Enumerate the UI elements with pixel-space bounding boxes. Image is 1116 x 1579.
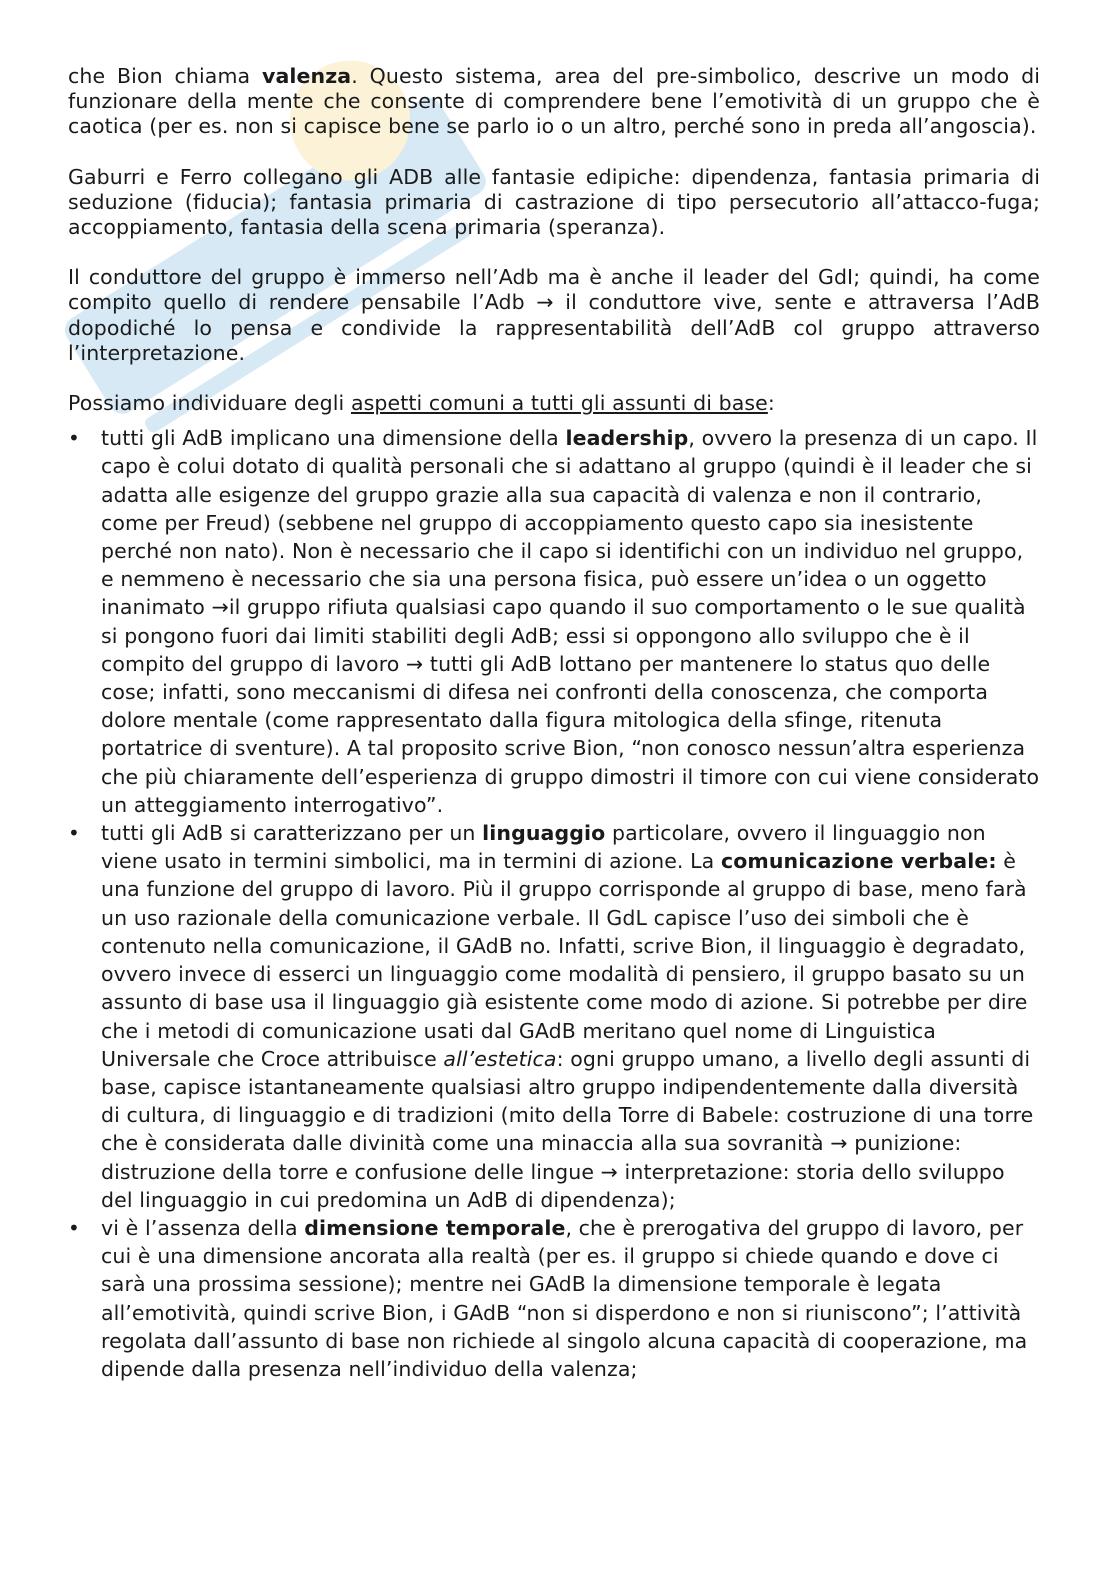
term-comunicazione-verbale: comunicazione verbale:: [720, 849, 997, 874]
document-page: [68, 64, 1040, 1383]
bullet-leadership: [68, 424, 1040, 819]
assunti-bullet-list: [68, 424, 1040, 1383]
paragraph-aspetti-comuni: [68, 391, 1040, 416]
aspetti-colon: :: [767, 391, 775, 416]
aspetti-underlined-text: aspetti comuni a tutti gli assunti di base: [350, 391, 768, 416]
paragraph-gaburri-ferro: Gaburri e Ferro collegano gli ADB alle fantasie edipiche: dipendenza, fantasia primaria di seduzione (fiducia); fantasia primaria di castrazione di tipo persecutorio all’attacco-fuga; accoppiamento, fantasia della scena primaria (speranza).: [68, 164, 1040, 240]
paragraph-valenza-text-1: che Bion chiama: [68, 64, 263, 88]
term-dimensione-temporale: dimensione temporale: [304, 1215, 566, 1240]
bullet-linguaggio-text-4: : ogni gruppo umano, a livello degli assunti di base, capisce istantaneamente qualsiasi altro gruppo indipendentemente dalla diversità di cultura, di linguaggio e di tradizioni (mito della Torre di Babele: costruzione di una torre che è considerata dalle divinità come una minaccia alla sua sovranità → punizione: distruzione della torre e confusione delle lingue → interpretazione: storia dello sviluppo del linguaggio in cui predomina un AdB di dipendenza);: [101, 1046, 1034, 1212]
bullet-temporale-text-2: , che è prerogativa del gruppo di lavoro, per cui è una dimensione ancorata alla realtà (per es. il gruppo si chiede quando e dove ci sarà una prossima sessione); mentre nei GAdB la dimensione temporale è legata all’emotività, quindi scrive Bion, i GAdB “non si disperdono e non si riuniscono”; l’attività regolata dall’assunto di base non richiede al singolo alcuna capacità di cooperazione, ma dipende dalla presenza nell’individuo della valenza;: [101, 1215, 1028, 1381]
bullet-icon: •: [68, 1215, 80, 1240]
bullet-linguaggio-text-1: tutti gli AdB si caratterizzano per un: [101, 821, 483, 846]
bullet-icon: •: [68, 821, 80, 846]
term-leadership: leadership: [565, 426, 689, 451]
bullet-dimensione-temporale: [68, 1214, 1040, 1383]
paragraph-valenza: [68, 64, 1040, 140]
paragraph-gap: [68, 366, 1040, 391]
term-valenza: valenza: [262, 64, 352, 88]
bullet-leadership-text-2: , ovvero la presenza di un capo. Il capo è colui dotato di qualità personali che si adattano al gruppo (quindi è il leader che si adatta alle esigenze del gruppo grazie alla sua capacità di valenza e non il contrario, come per Freud) (sebbene nel gruppo di accoppiamento questo capo sia inesistente perché non nato). Non è necessario che il capo si identifichi con un individuo nel gruppo, e nemmeno è necessario che sia una persona fisica, può essere un’idea o un oggetto inanimato →il gruppo rifiuta qualsiasi capo quando il suo comportamento o le sue qualità si pongono fuori dai limiti stabiliti degli AdB; essi si oppongono allo sviluppo che è il compito del gruppo di lavoro → tutti gli AdB lottano per mantenere lo status quo delle cose; infatti, sono meccanismi di difesa nei confronti della conoscenza, che comporta dolore mentale (come rappresentato dalla figura mitologica della sfinge, ritenuta portatrice di sventure). A tal proposito scrive Bion, “non conosco nessun’altra esperienza che più chiaramente dell’esperienza di gruppo dimostri il timore con cui viene considerato un atteggiamento interrogativo”.: [101, 426, 1040, 817]
bullet-linguaggio-text-2: particolare, ovvero il linguaggio non viene usato in termini simbolici, ma in termini di azione. La: [101, 821, 986, 874]
term-estetica: all’estetica: [443, 1046, 557, 1071]
bullet-icon: •: [68, 426, 80, 451]
bullet-leadership-text-1: tutti gli AdB implicano una dimensione della: [101, 426, 566, 451]
term-linguaggio: linguaggio: [482, 821, 606, 846]
paragraph-conduttore: Il conduttore del gruppo è immerso nell’Adb ma è anche il leader del GdI; quindi, ha come compito quello di rendere pensabile l’Adb → il conduttore vive, sente e attraversa l’AdB dopodiché lo pensa e condivide la rappresentabilità dell’AdB col gruppo attraverso l’interpretazione.: [68, 265, 1040, 365]
paragraph-gap: [68, 140, 1040, 165]
paragraph-gap: [68, 240, 1040, 265]
bullet-temporale-text-1: vi è l’assenza della: [101, 1215, 305, 1240]
bullet-linguaggio: [68, 819, 1040, 1214]
paragraph-valenza-text-2: . Questo sistema, area del pre-simbolico, descrive un modo di funzionare della mente che consente di comprendere bene l’emotività di un gruppo che è caotica (per es. non si capisce bene se parlo io o un altro, perché sono in preda all’angoscia).: [68, 64, 1040, 139]
aspetti-intro-text: Possiamo individuare degli: [68, 391, 351, 416]
bullet-linguaggio-text-3: è una funzione del gruppo di lavoro. Più il gruppo corrisponde al gruppo di base, meno farà un uso razionale della comunicazione verbale. Il GdL capisce l’uso dei simboli che è contenuto nella comunicazione, il GAdB no. Infatti, scrive Bion, il linguaggio è degradato, ovvero invece di esserci un linguaggio come modalità di pensiero, il gruppo basato su un assunto di base usa il linguaggio già esistente come modo di azione. Si potrebbe per dire che i metodi di comunicazione usati dal GAdB meritano quel nome di Linguistica Universale che Croce attribuisce: [101, 849, 1028, 1071]
